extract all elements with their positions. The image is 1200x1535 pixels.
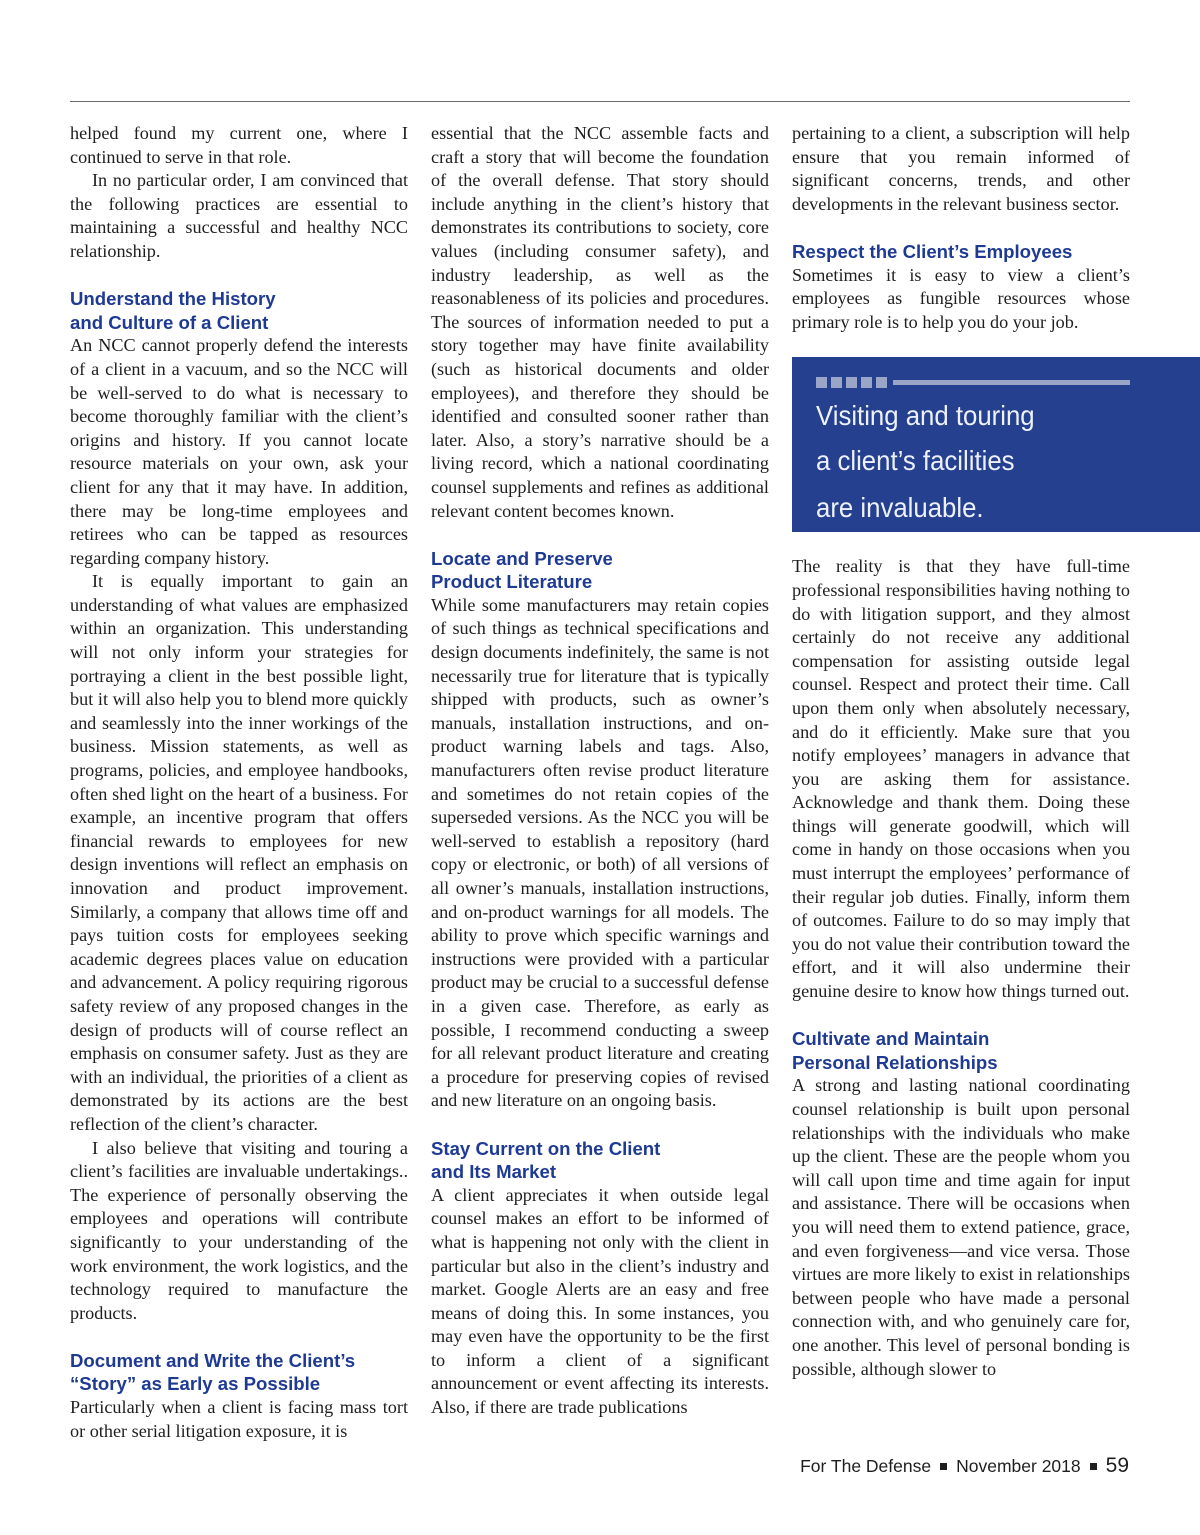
paragraph: essential that the NCC assemble facts and craft a story that will become the foundation of the overall defense. That story should include anything in the client’s history that demonstrates its contributions to society, core values (including consumer safety), and industry leadership, as well as the reasonableness of its policies and procedures. The sources of information needed to put a story together may have finite availability (such as historical documents and older employees), and therefore they should be identified and consulted sooner rather than later. Also, a story’s narrative should be a living record, which a national coordinating counsel supplements and refines as additional relevant content becomes known. xyxy=(431,123,769,521)
paragraph: I also believe that visiting and touring a client’s facilities are invaluable undertakings.. The experience of personally observing the employees and operations will contribute significantly to your understanding of the work environment, the work logistics, and the technology required to manufacture the products. xyxy=(70,1137,408,1323)
column-1 xyxy=(70,122,408,1443)
paragraph: Particularly when a client is facing mass tort or other serial litigation exposure, it is xyxy=(70,1397,408,1441)
section-heading: Document and Write the Client’s “Story” as Early as Possible xyxy=(70,1349,356,1395)
paragraph: The reality is that they have full-time professional responsibilities having nothing to do with litigation support, and they almost certainly do not receive any additional compensation for assisting outside legal counsel. Respect and protect their time. Call upon them only when absolutely necessary, and do it efficiently. Make sure that you notify employees’ managers in advance that you are asking them for assistance. Acknowledge and thank them. Doing these things will generate goodwill, which will come in handy on those occasions when you must interrupt the employees’ performance of their regular job duties. Finally, inform them of outcomes. Failure to do so may imply that you do not value their contribution toward the effort, and it will also undermine their genuine desire to know how things turned out. xyxy=(792,556,1130,1002)
paragraph: While some manufacturers may retain copies of such things as technical specifications and design documents indefinitely, the same is not necessarily true for literature that is typically shipped with products, such as owner’s manuals, installation instructions, and on-product warning labels and tags. Also, manufacturers often revise product literature and sometimes do not retain copies of the superseded versions. As the NCC you will be well-served to establish a repository (hard copy or electronic, or both) of all versions of all owner’s manuals, installation instructions, and on-product warnings for all models. The ability to prove which specific warnings and instructions were provided with a particular product may be crucial to a successful defense in a given case. Therefore, as early as possible, I recommend conducting a sweep for all relevant product literature and creating a procedure for preserving copies of revised and new literature on an ongoing basis. xyxy=(431,594,769,1111)
paragraph: Sometimes it is easy to view a client’s employees as fungible resources whose primary role is to help you do your job. xyxy=(792,264,1130,332)
section-heading: Locate and Preserve Product Literature xyxy=(431,547,613,593)
publication-name: For The Defense xyxy=(800,1456,932,1476)
page-number: 59 xyxy=(1105,1454,1129,1477)
pull-quote xyxy=(792,357,1200,532)
section-heading: Cultivate and Maintain Personal Relationships xyxy=(792,1028,998,1073)
issue-date: November 2018 xyxy=(956,1456,1081,1476)
top-rule xyxy=(70,101,1130,102)
paragraph: A strong and lasting national coordinating counsel relationship is built upon personal relationships with the individuals who make up the client. These are the people whom you will call upon time and time again for input and assistance. There will be occasions when you will need them to extend patience, grace, and even forgiveness—and vice versa. Those virtues are more likely to exist in relationships between people who have made a personal connection with, and who genuinely care for, one another. This level of personal bonding is possible, although slower to xyxy=(792,1075,1130,1379)
section-heading: Stay Current on the Client and Its Market xyxy=(431,1137,661,1183)
section-heading: Understand the History and Culture of a Client xyxy=(70,288,276,333)
separator-square-icon xyxy=(1090,1463,1097,1470)
paragraph: pertaining to a client, a subscription will help ensure that you remain informed of significant concerns, trends, and other developments in the relevant business sector. xyxy=(792,123,1130,214)
section-heading: Respect the Client’s Employees xyxy=(792,240,1073,262)
paragraph: An NCC cannot properly defend the interests of a client in a vacuum, and so the NCC will be well-served to do what is necessary to become thoroughly familiar with the client’s origins and history. If you cannot locate resource materials on your own, ask your client for any that it may have. In addition, there may be long-time employees and retirees who can be tapped as resources regarding company history. xyxy=(70,335,408,568)
page-footer xyxy=(800,1454,1129,1478)
pull-quote-line: a client’s facilities xyxy=(816,445,1015,477)
paragraph: In no particular order, I am convinced that the following practices are essential to maintaining a successful and healthy NCC relationship. xyxy=(70,170,408,261)
paragraph: A client appreciates it when outside legal counsel makes an effort to be informed of what is happening not only with the client in particular but also in the client’s industry and market. Google Alerts are an easy and free means of doing this. In some instances, you may even have the opportunity to be the first to inform a client of a significant announcement or event affecting its interests. Also, if there are trade publications xyxy=(431,1184,769,1418)
paragraph: helped found my current one, where I continued to serve in that role. xyxy=(70,123,408,167)
separator-square-icon xyxy=(940,1463,947,1470)
column-3 xyxy=(792,122,1130,1381)
pull-quote-line: Visiting and touring xyxy=(816,400,1035,432)
pull-quote-decoration xyxy=(816,375,1200,389)
column-2 xyxy=(431,122,769,1420)
paragraph: It is equally important to gain an understanding of what values are emphasized within an organization. This understanding will not only inform your strategies for portraying a client in the best possible light, but it will also help you to blend more quickly and seamlessly into the inner workings of the business. Mission statements, as well as programs, policies, and employee handbooks, often shed light on the heart of a business. For example, an incentive program that offers financial rewards to employees for new design inventions will reflect an emphasis on innovation and product improvement. Similarly, a company that allows time off and pays tuition costs for employees seeking academic degrees places value on education and advancement. A policy requiring rigorous safety review of any proposed changes in the design of products will of course reflect an emphasis on consumer safety. Just as they are with an individual, the priorities of a client as demonstrated by its actions are the best reflection of the client’s character. xyxy=(70,571,408,1134)
pull-quote-line: are invaluable. xyxy=(816,492,984,524)
